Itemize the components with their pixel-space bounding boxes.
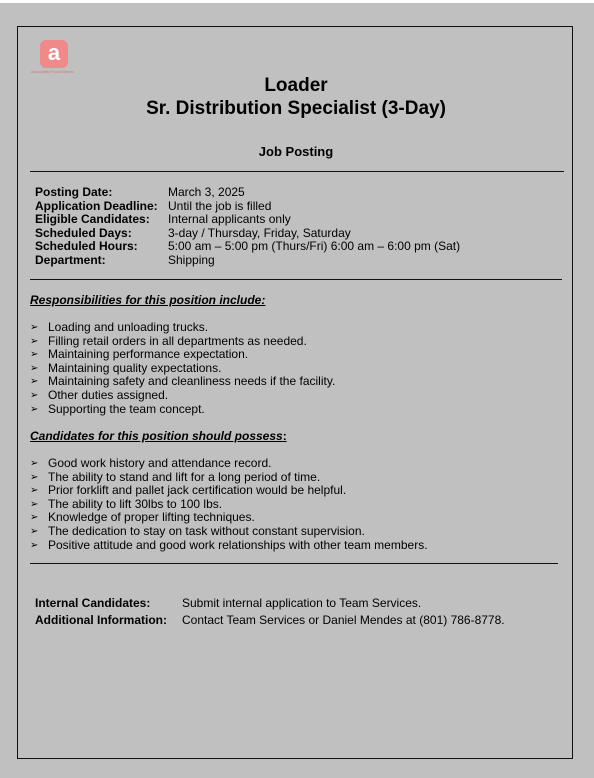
detail-row xyxy=(35,186,460,200)
detail-row xyxy=(35,200,460,214)
detail-label: Eligible Candidates: xyxy=(35,212,150,227)
list-item: ➢ Maintaining performance expectation. xyxy=(30,347,249,362)
contact-value: Contact Team Services or Daniel Mendes at (801) 786-8778. xyxy=(182,613,505,627)
detail-label: Posting Date: xyxy=(35,185,113,199)
arrow-bullet-icon: ➢ xyxy=(30,458,39,469)
arrow-bullet-icon: ➢ xyxy=(30,512,39,524)
arrow-bullet-icon: ➢ xyxy=(30,389,39,401)
logo-caption: Associated Food Stores xyxy=(31,69,74,74)
divider-middle xyxy=(30,279,562,280)
detail-label: Scheduled Hours: xyxy=(35,239,138,254)
arrow-bullet-icon: ➢ xyxy=(30,471,39,483)
details-block xyxy=(35,186,460,268)
divider-bottom xyxy=(30,563,558,564)
arrow-bullet-icon: ➢ xyxy=(30,349,39,361)
arrow-bullet-icon: ➢ xyxy=(30,485,39,497)
detail-value: Until the job is filled xyxy=(168,198,272,213)
contact-row xyxy=(35,595,505,612)
list-item: ➢ Maintaining safety and cleanliness needs if the facility. xyxy=(30,374,336,389)
company-logo xyxy=(40,40,68,68)
candidates-heading: Candidates for this position should possess: xyxy=(30,429,287,443)
list-item: ➢ The ability to stand and lift for a long period of time. xyxy=(30,469,321,484)
candidates-list xyxy=(30,457,428,552)
detail-row xyxy=(35,213,460,227)
detail-label: Application Deadline: xyxy=(35,198,158,213)
detail-row xyxy=(35,227,460,241)
logo-letter: a xyxy=(47,40,61,65)
list-item: ➢ Knowledge of proper lifting techniques. xyxy=(30,510,255,525)
arrow-bullet-icon: ➢ xyxy=(30,335,39,347)
arrow-bullet-icon: ➢ xyxy=(30,376,39,388)
responsibilities-list xyxy=(30,321,335,416)
divider-top xyxy=(30,171,564,172)
list-item: ➢ Prior forklift and pallet jack certification would be helpful. xyxy=(30,483,347,498)
arrow-bullet-icon: ➢ xyxy=(30,322,39,333)
detail-value: 3-day / Thursday, Friday, Saturday xyxy=(168,225,351,240)
detail-row xyxy=(35,240,460,254)
arrow-bullet-icon: ➢ xyxy=(30,362,39,374)
arrow-bullet-icon: ➢ xyxy=(30,403,39,415)
contact-label: Additional Information: xyxy=(35,613,167,627)
contact-label: Internal Candidates: xyxy=(35,596,151,610)
list-item: ➢ The dedication to stay on task without constant supervision. xyxy=(30,523,365,538)
arrow-bullet-icon: ➢ xyxy=(30,525,39,537)
list-item: ➢ The ability to lift 30lbs to 100 lbs. xyxy=(30,496,223,511)
list-item: ➢ Supporting the team concept. xyxy=(30,401,205,416)
contact-row xyxy=(35,612,505,629)
arrow-bullet-icon: ➢ xyxy=(30,498,39,510)
detail-value: 5:00 am – 5:00 pm (Thurs/Fri) 6:00 am – 6:00 pm (Sat) xyxy=(168,239,461,254)
list-item: ➢ Good work history and attendance record. xyxy=(30,456,272,470)
detail-label: Scheduled Days: xyxy=(35,225,132,240)
posting-heading: Job Posting xyxy=(258,144,334,159)
list-item: ➢ Positive attitude and good work relationships with other team members. xyxy=(30,537,428,552)
job-title: Loader xyxy=(264,75,328,96)
list-item: ➢ Loading and unloading trucks. xyxy=(30,320,209,334)
job-subtitle: Sr. Distribution Specialist (3-Day) xyxy=(146,98,446,119)
detail-row xyxy=(35,254,460,268)
detail-value: Internal applicants only xyxy=(168,212,291,227)
responsibilities-heading: Responsibilities for this position include: xyxy=(30,293,266,307)
detail-value: March 3, 2025 xyxy=(168,185,245,199)
top-edge xyxy=(0,0,594,3)
detail-label: Department: xyxy=(35,252,106,267)
list-item: ➢ Maintaining quality expectations. xyxy=(30,360,222,375)
detail-value: Shipping xyxy=(168,252,215,267)
list-item: ➢ Other duties assigned. xyxy=(30,387,169,402)
list-item: ➢ Filling retail orders in all departments as needed. xyxy=(30,333,307,348)
contact-block xyxy=(35,595,505,629)
arrow-bullet-icon: ➢ xyxy=(30,539,39,551)
contact-value: Submit internal application to Team Services. xyxy=(182,596,422,610)
job-posting-page xyxy=(17,26,573,759)
